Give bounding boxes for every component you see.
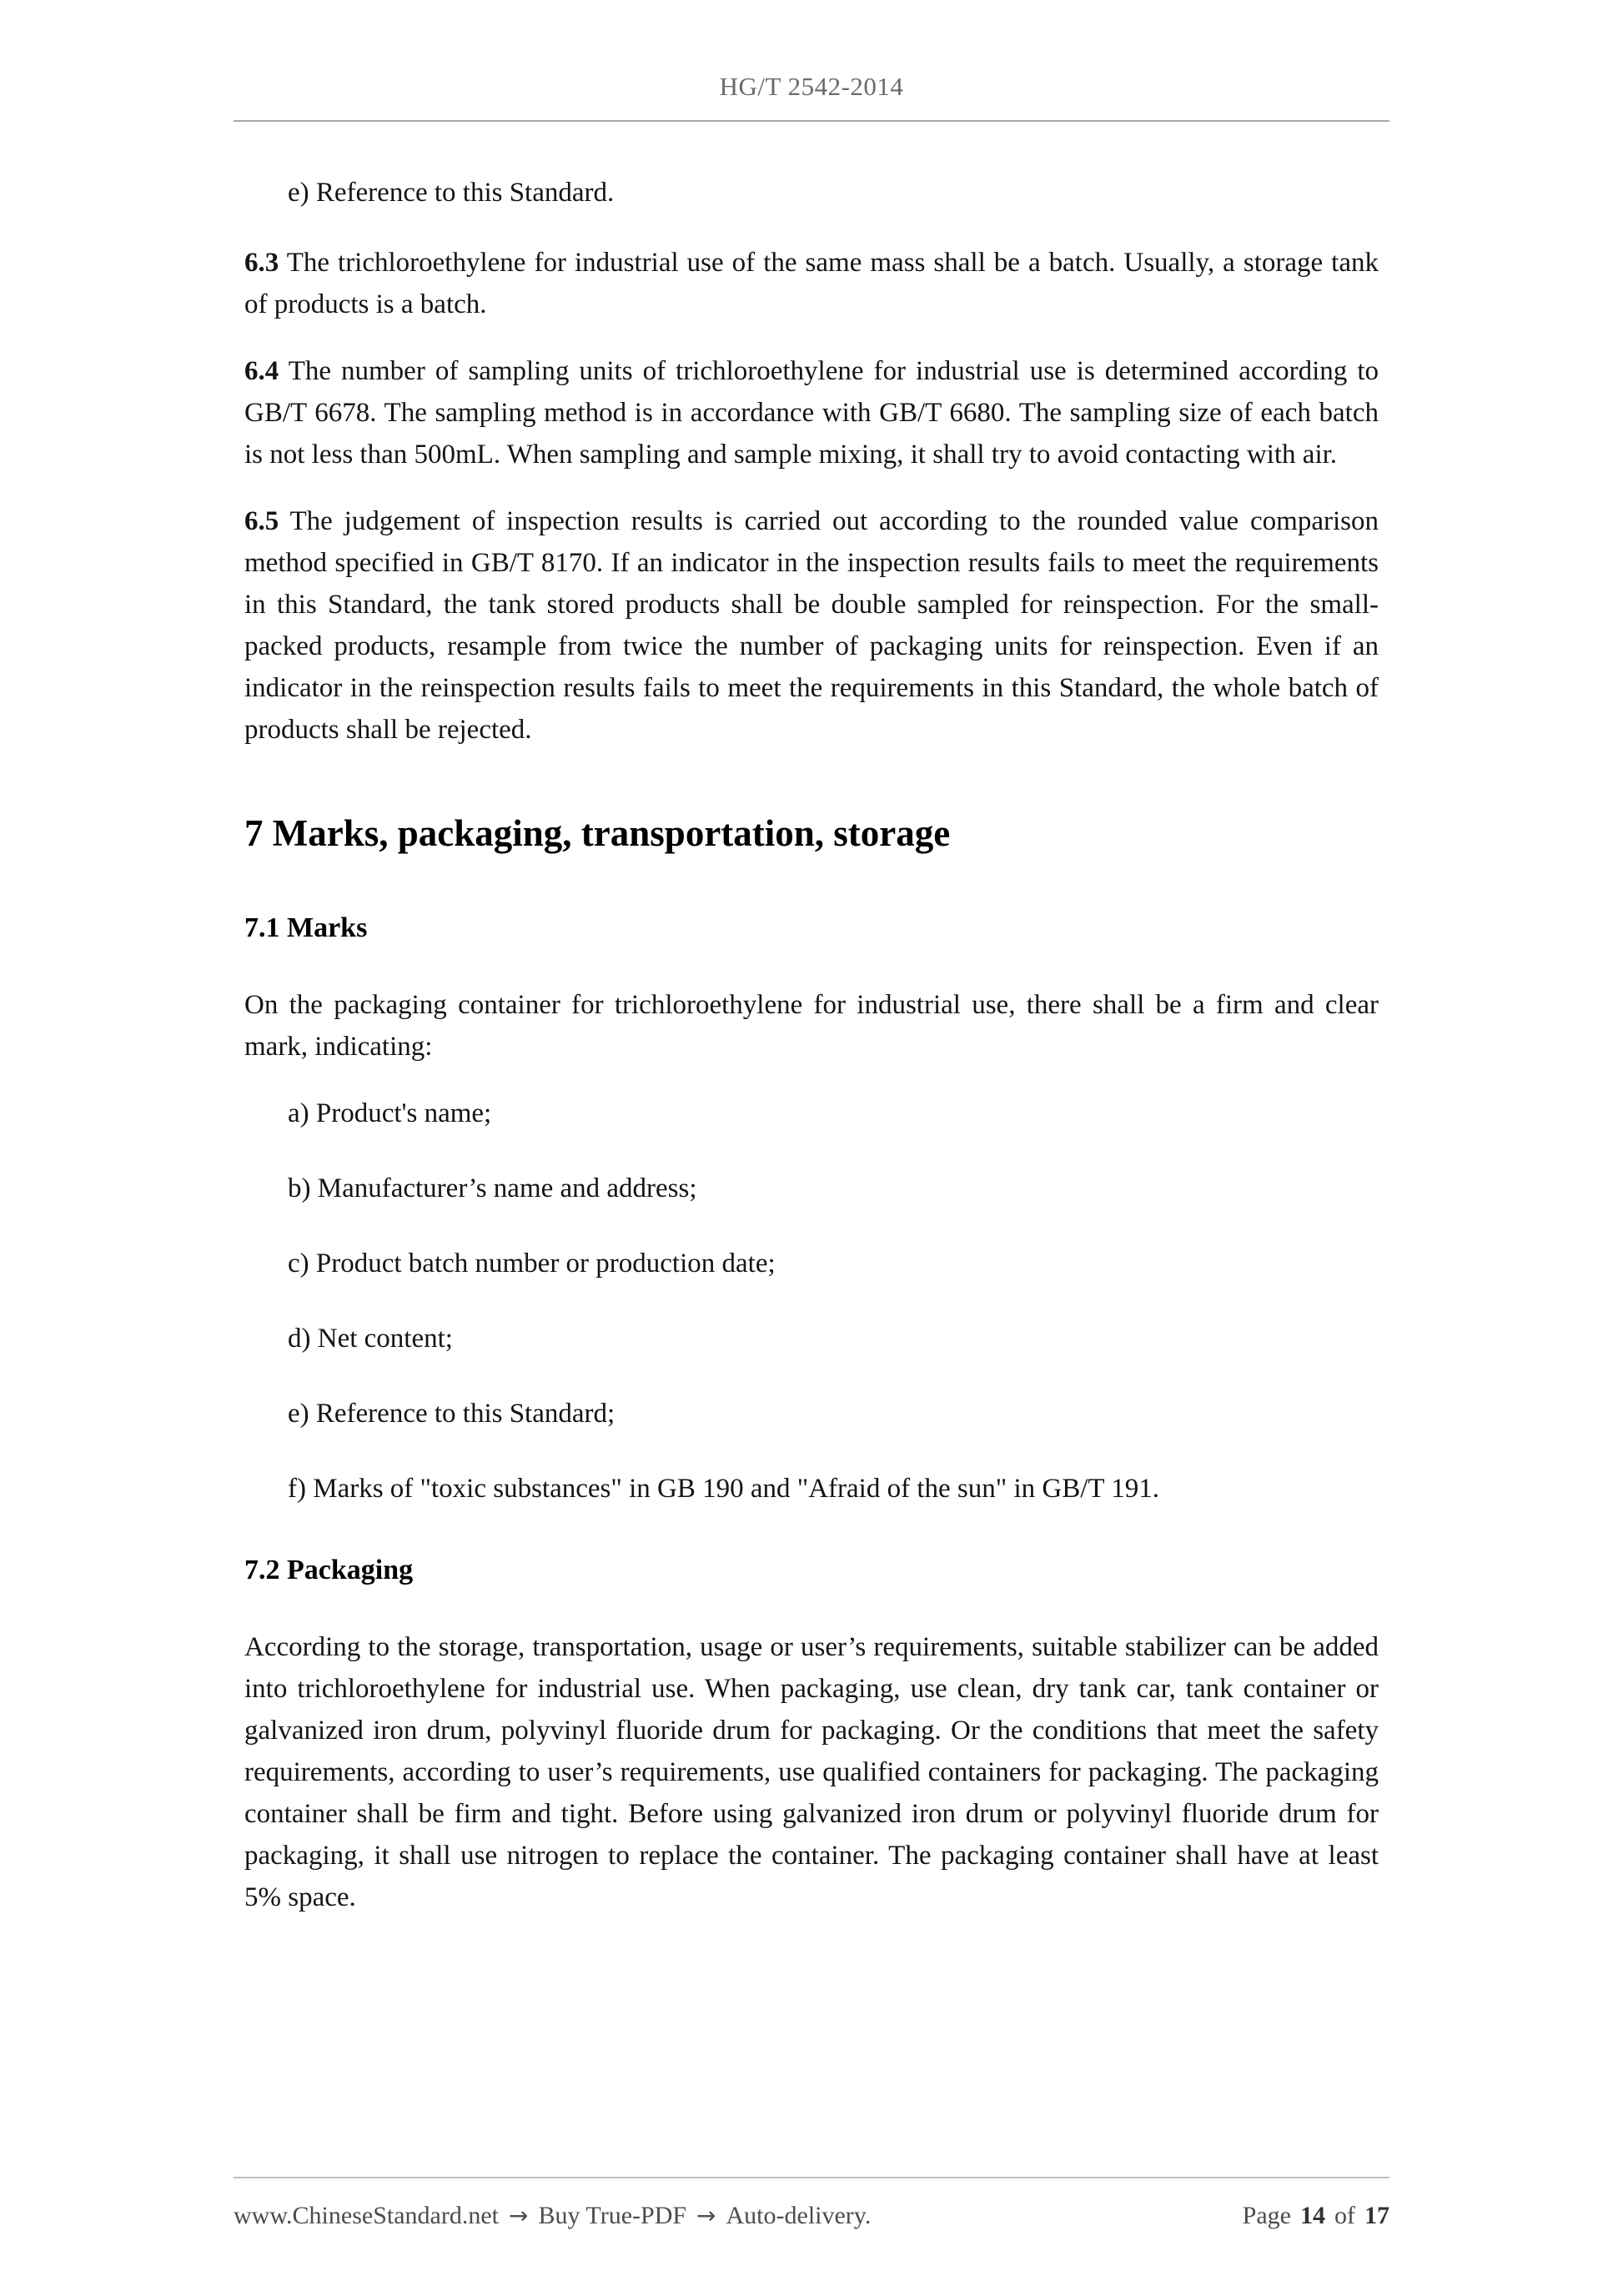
section-7-2-heading: 7.2 Packaging (244, 1555, 414, 1585)
marks-list-item-c: c) Product batch number or production date; (288, 1248, 776, 1279)
page-footer (234, 2177, 1389, 2230)
section-7-heading: 7 Marks, packaging, transportation, storage (244, 812, 951, 854)
clause-6-5-text: The judgement of inspection results is carried out according to the rounded value comparison method specified in GB/T 8170. If an indicator in the inspection results fails to meet the requirements in this Standard, the tank stored products shall be double sampled for reinspection. For the small-packed products, resample from twice the number of packaging units for reinspection. Even if an indicator in the reinspection results fails to meet the requirements in this Standard, the whole batch of products shall be rejected. (244, 506, 1379, 745)
auto-delivery-label: Auto-delivery. (726, 2202, 872, 2229)
total-page-number: 17 (1364, 2202, 1389, 2229)
of-label: of (1334, 2202, 1355, 2229)
marks-list-item-d: d) Net content; (288, 1324, 453, 1354)
clause-6-4 (244, 350, 1379, 475)
website-link[interactable]: www.ChineseStandard.net (234, 2202, 499, 2229)
clause-6-4-number: 6.4 (244, 356, 279, 386)
page-indicator (1243, 2202, 1389, 2230)
footer-left (234, 2202, 871, 2230)
clause-6-3-text: The trichloroethylene for industrial use of the same mass shall be a batch. Usually, a storage tank of products is a batch. (244, 248, 1379, 319)
clause-6-3 (244, 242, 1379, 325)
clause-6-4-text: The number of sampling units of trichloroethylene for industrial use is determined according to GB/T 6678. The sampling method is in accordance with GB/T 6680. The sampling size of each batch is not less than 500mL. When sampling and sample mixing, it shall try to avoid contacting with air. (244, 356, 1379, 470)
arrow-icon: → (696, 2202, 716, 2229)
clause-6-5 (244, 500, 1379, 751)
marks-list-item-f: f) Marks of "toxic substances" in GB 190 and "Afraid of the sun" in GB/T 191. (288, 1474, 1159, 1504)
page-label: Page (1242, 2202, 1291, 2229)
section-7-1-heading: 7.1 Marks (244, 912, 368, 943)
list-item-e-previous-section: e) Reference to this Standard. (288, 178, 615, 208)
marks-list-item-b: b) Manufacturer’s name and address; (288, 1173, 697, 1203)
page-header (0, 0, 1623, 122)
clause-6-3-number: 6.3 (244, 248, 279, 278)
marks-intro-paragraph: On the packaging container for trichloroethylene for industrial use, there shall be a firm and clear mark, indicating: (244, 990, 1379, 1062)
marks-list-item-e: e) Reference to this Standard; (288, 1399, 616, 1429)
buy-true-pdf-label: Buy True-PDF (538, 2202, 687, 2229)
doc-number: HG/T 2542-2014 (719, 72, 904, 101)
page-body (0, 122, 1623, 1918)
arrow-icon: → (509, 2202, 529, 2229)
packaging-paragraph: According to the storage, transportation, usage or user’s requirements, suitable stabilizer can be added into trichloroethylene for industrial use. When packaging, use clean, dry tank car, tank container or galvanized iron drum, polyvinyl fluoride drum for packaging. Or the conditions that meet the safety requirements, according to user’s requirements, use qualified containers for packaging. The packaging container shall be firm and tight. Before using galvanized iron drum or polyvinyl fluoride drum for packaging, it shall use nitrogen to replace the container. The packaging container shall have at least 5% space. (244, 1632, 1379, 1912)
marks-list-item-a: a) Product's name; (288, 1098, 492, 1128)
clause-6-5-number: 6.5 (244, 506, 279, 536)
current-page-number: 14 (1300, 2202, 1325, 2229)
